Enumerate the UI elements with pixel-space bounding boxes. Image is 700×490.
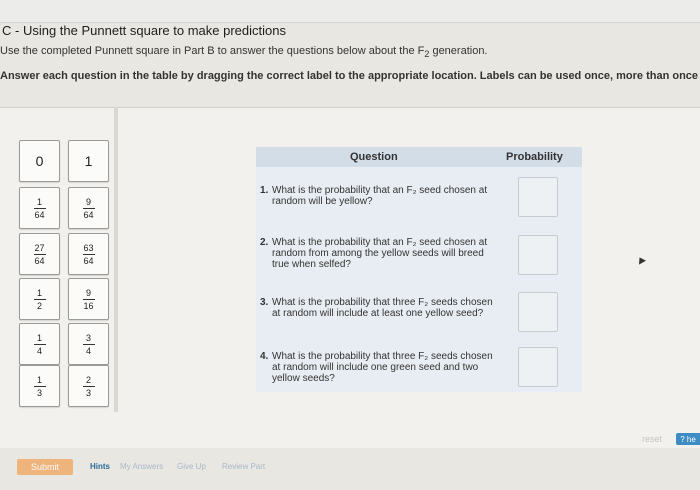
label-tile-1-3[interactable] bbox=[19, 365, 60, 407]
label-tile-0[interactable] bbox=[19, 140, 60, 182]
question-text: What is the probability that an F₂ seed chosen at random from among the yellow seeds will breed true when selfed? bbox=[272, 237, 488, 270]
denominator: 4 bbox=[85, 345, 91, 356]
denominator: 64 bbox=[34, 255, 45, 266]
numerator: 63 bbox=[83, 242, 94, 253]
drop-target-3[interactable] bbox=[518, 292, 558, 332]
question-row-2 bbox=[260, 237, 500, 287]
hints-link[interactable]: Hints bbox=[90, 462, 110, 471]
reset-button[interactable]: reset bbox=[642, 434, 663, 444]
drag-instructions: Answer each question in the table by dragging the correct label to the appropriate location. Labels can be used once, more than once bbox=[0, 70, 699, 82]
numerator: 27 bbox=[34, 242, 45, 253]
numerator: 3 bbox=[85, 332, 91, 343]
denominator: 4 bbox=[36, 345, 42, 356]
help-button[interactable]: ? he bbox=[676, 433, 700, 445]
numerator: 1 bbox=[36, 196, 42, 207]
denominator: 3 bbox=[36, 387, 42, 398]
denominator: 3 bbox=[85, 387, 91, 398]
question-row-3 bbox=[260, 297, 500, 337]
drop-target-2[interactable] bbox=[518, 235, 558, 275]
label-tile-3-4[interactable] bbox=[68, 323, 109, 365]
label-tile-27-64[interactable] bbox=[19, 233, 60, 275]
label-tile-1-2[interactable] bbox=[19, 278, 60, 320]
table-header bbox=[256, 147, 582, 167]
numerator: 1 bbox=[36, 332, 42, 343]
question-table bbox=[256, 147, 582, 392]
numerator: 1 bbox=[36, 287, 42, 298]
instructions bbox=[0, 45, 488, 59]
numerator: 9 bbox=[85, 196, 91, 207]
label-tile-9-16[interactable] bbox=[68, 278, 109, 320]
drop-target-1[interactable] bbox=[518, 177, 558, 217]
numerator: 9 bbox=[85, 287, 91, 298]
question-number: 1. bbox=[260, 185, 269, 196]
instruction-suffix: generation. bbox=[429, 45, 488, 57]
question-number: 2. bbox=[260, 237, 269, 248]
denominator: 64 bbox=[83, 209, 94, 220]
question-row-1 bbox=[260, 185, 500, 225]
question-text: What is the probability that three F₂ seeds chosen at random will include one green seed and two yellow seeds? bbox=[272, 351, 493, 384]
column-header-probability: Probability bbox=[506, 151, 563, 163]
question-row-4 bbox=[260, 351, 500, 391]
tile-value: 1 bbox=[84, 153, 93, 169]
give-up-link[interactable]: Give Up bbox=[177, 462, 206, 471]
question-text: What is the probability that three F₂ seeds chosen at random will include at least one yellow seed? bbox=[272, 297, 493, 319]
section-title-text: C - Using the Punnett square to make predictions bbox=[2, 23, 286, 38]
denominator: 64 bbox=[34, 209, 45, 220]
question-number: 3. bbox=[260, 297, 269, 308]
label-tile-9-64[interactable] bbox=[68, 187, 109, 229]
instruction-subscript: 2 bbox=[424, 49, 430, 60]
label-tile-1-64[interactable] bbox=[19, 187, 60, 229]
tile-value: 0 bbox=[35, 153, 44, 169]
question-number: 4. bbox=[260, 351, 269, 362]
question-text: What is the probability that an F₂ seed chosen at random will be yellow? bbox=[272, 185, 488, 207]
submit-button[interactable]: Submit bbox=[17, 459, 73, 475]
column-header-question: Question bbox=[350, 151, 398, 163]
top-bar bbox=[0, 0, 700, 23]
footer-actions bbox=[0, 455, 700, 490]
review-part-link[interactable]: Review Part bbox=[222, 462, 266, 471]
label-tile-63-64[interactable] bbox=[68, 233, 109, 275]
drop-target-4[interactable] bbox=[518, 347, 558, 387]
numerator: 1 bbox=[36, 374, 42, 385]
instruction-text: Use the completed Punnett square in Part B to answer the questions below about the F bbox=[0, 45, 425, 57]
my-answers-link[interactable]: My Answers bbox=[120, 462, 164, 471]
denominator: 2 bbox=[36, 300, 42, 311]
numerator: 2 bbox=[85, 374, 91, 385]
label-tile-1[interactable] bbox=[68, 140, 109, 182]
section-title bbox=[2, 23, 286, 38]
label-tile-2-3[interactable] bbox=[68, 365, 109, 407]
label-tile-1-4[interactable] bbox=[19, 323, 60, 365]
denominator: 64 bbox=[83, 255, 94, 266]
denominator: 16 bbox=[83, 300, 94, 311]
